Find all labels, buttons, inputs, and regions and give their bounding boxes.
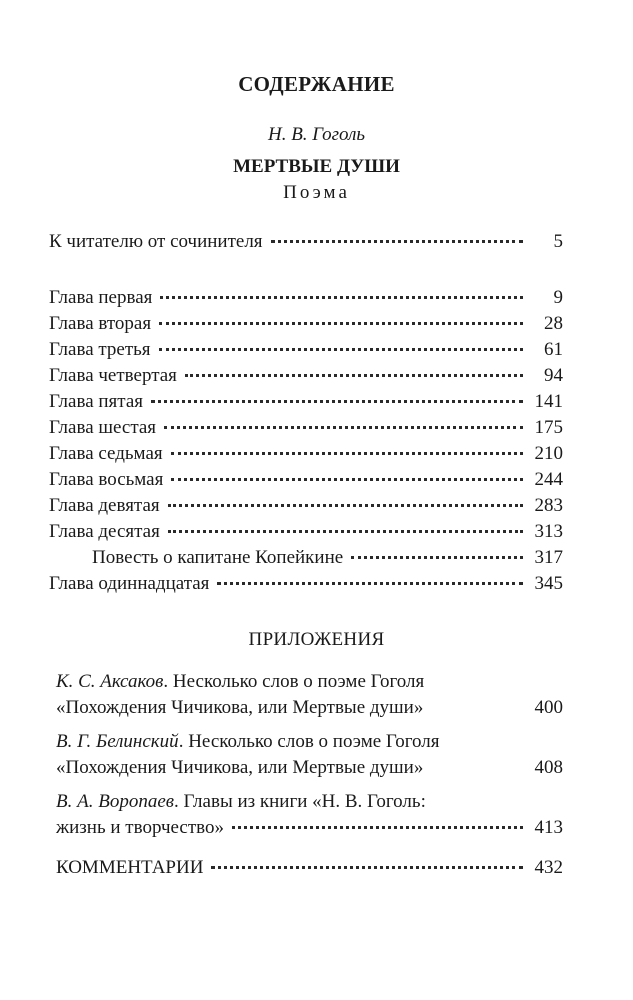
leader-dots xyxy=(217,582,523,585)
toc-entry-page: 28 xyxy=(544,313,563,334)
toc-entry-subchapter xyxy=(92,547,563,569)
toc-entry-page: 432 xyxy=(534,857,563,878)
toc-entry-page: 345 xyxy=(534,573,563,594)
toc-entry-chapter xyxy=(49,391,563,413)
toc-entry-page: 5 xyxy=(553,231,563,252)
leader-dots xyxy=(159,348,523,351)
toc-entry-chapter xyxy=(49,339,563,361)
toc-entry-preface xyxy=(49,231,563,253)
leader-dots xyxy=(160,296,523,299)
toc-entry-page: 283 xyxy=(534,495,563,516)
toc-entry-chapter xyxy=(49,287,563,309)
toc-entry-page: 313 xyxy=(534,521,563,542)
toc-entry-page: 413 xyxy=(534,817,563,838)
appendix-title-cont: «Похождения Чичикова, или Мертвые души» xyxy=(56,757,424,778)
leader-dots xyxy=(185,374,523,377)
leader-dots xyxy=(151,400,523,403)
leader-dots xyxy=(171,478,523,481)
toc-entry-page: 317 xyxy=(534,547,563,568)
appendix-entry-line1 xyxy=(56,731,440,753)
toc-entry-page: 175 xyxy=(534,417,563,438)
appendix-entry-line2 xyxy=(56,757,563,779)
toc-entry-page: 210 xyxy=(534,443,563,464)
toc-entry-label: Глава седьмая xyxy=(49,443,163,464)
toc-entry-page: 141 xyxy=(534,391,563,412)
leader-dots xyxy=(159,322,523,325)
appendix-title-cont: жизнь и творчество» xyxy=(56,817,225,838)
appendix-entry-line2 xyxy=(56,697,563,719)
leader-dots xyxy=(164,426,523,429)
appendix-author: К. С. Аксаков xyxy=(56,671,164,692)
toc-entry-chapter xyxy=(49,573,563,595)
toc-entry-chapter xyxy=(49,521,563,543)
toc-entry-chapter xyxy=(49,417,563,439)
toc-entry-chapter xyxy=(49,469,563,491)
toc-entry-label: Глава восьмая xyxy=(49,469,164,490)
toc-entry-chapter xyxy=(49,495,563,517)
toc-entry-page: 9 xyxy=(553,287,563,308)
toc-entry-page: 408 xyxy=(534,757,563,778)
toc-entry-label: Глава четвертая xyxy=(49,365,177,386)
toc-entry-chapter xyxy=(49,365,563,387)
author-name: Н. В. Гоголь xyxy=(267,124,366,145)
toc-entry-label: КОММЕНТАРИИ xyxy=(56,857,204,878)
leader-dots xyxy=(211,866,523,869)
toc-entry-label: Глава девятая xyxy=(49,495,160,516)
toc-entry-label: Глава пятая xyxy=(49,391,143,412)
leader-dots xyxy=(271,240,523,243)
toc-entry-page: 244 xyxy=(534,469,563,490)
toc-entry-label: Глава одиннадцатая xyxy=(49,573,210,594)
toc-entry-label: Глава вторая xyxy=(49,313,152,334)
appendix-author: В. Г. Белинский xyxy=(56,731,179,752)
appendix-author: В. А. Воропаев xyxy=(56,791,174,812)
appendix-title: . Несколько слов о поэме Гоголя xyxy=(178,731,440,752)
appendix-entry-line1 xyxy=(56,671,424,693)
toc-entry-page: 400 xyxy=(534,697,563,718)
toc-entry-label: Глава первая xyxy=(49,287,153,308)
toc-entry-label: Глава третья xyxy=(49,339,151,360)
work-title: МЕРТВЫЕ ДУШИ xyxy=(233,156,400,177)
toc-entry-label: Повесть о капитане Копейкине xyxy=(92,547,344,568)
appendix-entry-line1 xyxy=(56,791,426,813)
leader-dots xyxy=(351,556,523,559)
toc-entry-label: Глава десятая xyxy=(49,521,160,542)
appendix-heading: ПРИЛОЖЕНИЯ xyxy=(248,629,385,650)
leader-dots xyxy=(232,826,523,829)
toc-entry-chapter xyxy=(49,313,563,335)
toc-entry-label: Глава шестая xyxy=(49,417,157,438)
toc-entry-page: 94 xyxy=(544,365,563,386)
appendix-entry-line2 xyxy=(56,817,563,839)
leader-dots xyxy=(168,504,523,507)
genre-label: Поэма xyxy=(283,182,350,203)
toc-entry-chapter xyxy=(49,443,563,465)
appendix-title-cont: «Похождения Чичикова, или Мертвые души» xyxy=(56,697,424,718)
appendix-title: . Несколько слов о поэме Гоголя xyxy=(163,671,425,692)
leader-dots xyxy=(171,452,523,455)
page-title: СОДЕРЖАНИЕ xyxy=(238,72,395,96)
appendix-title: . Главы из книги «Н. В. Гоголь: xyxy=(174,791,426,812)
toc-entry-page: 61 xyxy=(544,339,563,360)
leader-dots xyxy=(168,530,523,533)
toc-entry-label: К читателю от сочинителя xyxy=(49,231,263,252)
toc-entry-commentary xyxy=(56,857,563,879)
